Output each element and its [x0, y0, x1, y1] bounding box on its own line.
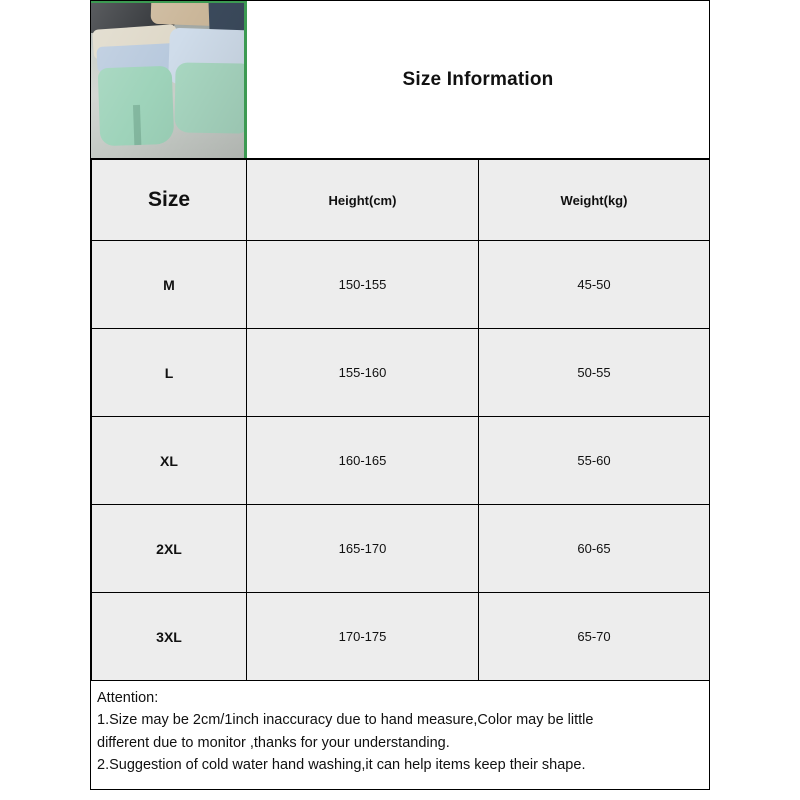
cell-size: 2XL: [92, 505, 247, 593]
product-photo: [91, 1, 247, 158]
column-header-height: Height(cm): [247, 160, 479, 241]
table-row: [92, 505, 710, 593]
page-title: Size Information: [402, 68, 554, 90]
cell-weight: 65-70: [479, 593, 710, 681]
cell-size: L: [92, 329, 247, 417]
attention-line-1: 1.Size may be 2cm/1inch inaccuracy due to hand measure,Color may be little: [97, 712, 594, 729]
table-header-row: [92, 160, 710, 241]
cell-height: 155-160: [247, 329, 479, 417]
cell-size: XL: [92, 417, 247, 505]
sheet-header: [91, 1, 709, 159]
cell-size: M: [92, 241, 247, 329]
cell-height: 160-165: [247, 417, 479, 505]
table-row: [92, 417, 710, 505]
cell-weight: 50-55: [479, 329, 710, 417]
column-header-size: Size: [92, 160, 247, 241]
cell-size: 3XL: [92, 593, 247, 681]
attention-heading: Attention:: [97, 690, 159, 706]
table-row: [92, 329, 710, 417]
cell-weight: 45-50: [479, 241, 710, 329]
cell-height: 150-155: [247, 241, 479, 329]
size-chart-table: [91, 159, 710, 681]
cell-height: 165-170: [247, 505, 479, 593]
table-row: [92, 593, 710, 681]
cell-height: 170-175: [247, 593, 479, 681]
photo-border-accent: [91, 1, 246, 158]
cell-weight: 60-65: [479, 505, 710, 593]
table-row: [92, 241, 710, 329]
attention-line-3: 2.Suggestion of cold water hand washing,it can help items keep their shape.: [97, 757, 586, 774]
title-container: [247, 1, 709, 158]
column-header-weight: Weight(kg): [479, 160, 710, 241]
attention-line-2: different due to monitor ,thanks for your understanding.: [97, 734, 450, 751]
cell-weight: 55-60: [479, 417, 710, 505]
table-body: [92, 241, 710, 681]
table-header: [92, 160, 710, 241]
attention-note: [91, 681, 709, 789]
size-information-sheet: [90, 0, 710, 790]
